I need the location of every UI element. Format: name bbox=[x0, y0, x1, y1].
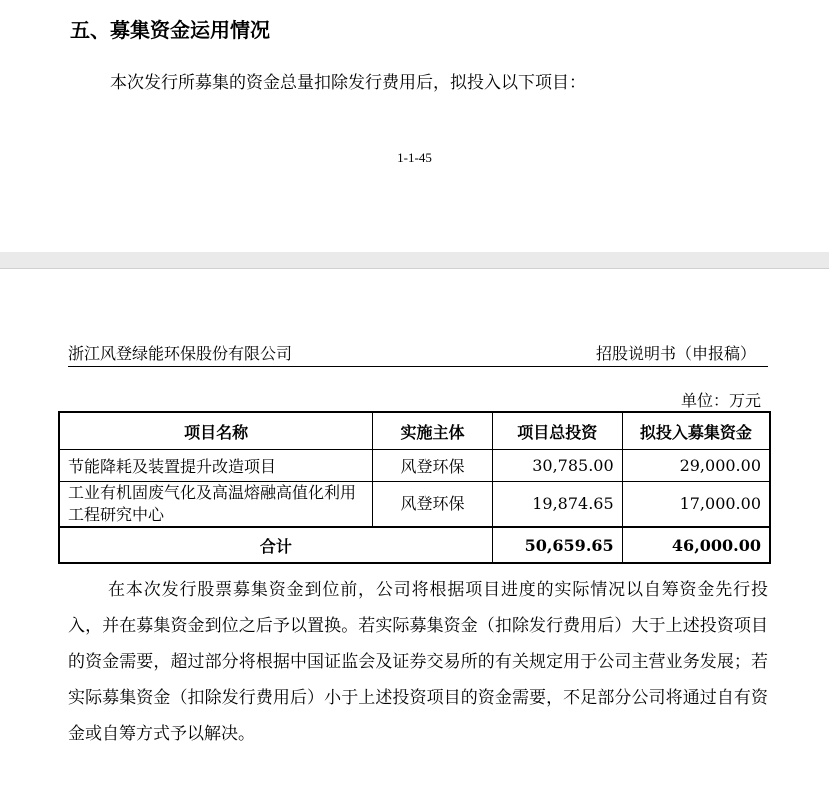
project-name-cell: 工业有机固废气化及高温熔融高值化利用工程研究中心 bbox=[59, 482, 373, 528]
raised-funds-cell: 17,000.00 bbox=[622, 482, 770, 528]
table-header-row bbox=[59, 412, 770, 450]
running-header bbox=[68, 338, 768, 367]
total-investment-cell: 19,874.65 bbox=[492, 482, 622, 528]
unit-label: 单位：万元 bbox=[680, 391, 761, 410]
page-number: 1-1-45 bbox=[397, 150, 432, 165]
column-header-total-investment: 项目总投资 bbox=[492, 412, 622, 450]
table-total-row bbox=[59, 527, 770, 563]
body-paragraph: 在本次发行股票募集资金到位前，公司将根据项目进度的实际情况以自筹资金先行投入，并在募集资金到位之后予以置换。若实际募集资金（扣除发行费用后）大于上述投资项目的资金需要，超过部分将根据中国证监会及证券交易所的有关规定用于公司主营业务发展；若实际募集资金（扣除发行费用后）小于上述投资项目的资金需要，不足部分公司将通过自有资金或自筹方式予以解决。 bbox=[68, 580, 768, 744]
column-header-raised-funds: 拟投入募集资金 bbox=[622, 412, 770, 450]
page-gap bbox=[0, 252, 829, 269]
fund-usage-table bbox=[58, 411, 771, 564]
column-header-project: 项目名称 bbox=[59, 412, 373, 450]
document-type: 招股说明书（申报稿） bbox=[595, 344, 756, 363]
table-row bbox=[59, 482, 770, 528]
previous-page bbox=[0, 0, 829, 253]
total-investment-cell: 30,785.00 bbox=[492, 450, 622, 482]
total-label-cell: 合计 bbox=[59, 527, 492, 563]
raised-funds-cell: 29,000.00 bbox=[622, 450, 770, 482]
entity-cell: 风登环保 bbox=[373, 482, 493, 528]
section-intro: 本次发行所募集的资金总量扣除发行费用后，拟投入以下项目： bbox=[110, 73, 586, 93]
raised-funds-sum-cell: 46,000.00 bbox=[622, 527, 770, 563]
total-investment-sum-cell: 50,659.65 bbox=[492, 527, 622, 563]
column-header-entity: 实施主体 bbox=[373, 412, 493, 450]
section-title: 五、募集资金运用情况 bbox=[70, 18, 270, 42]
project-name-cell: 节能降耗及装置提升改造项目 bbox=[59, 450, 373, 482]
entity-cell: 风登环保 bbox=[373, 450, 493, 482]
table-row bbox=[59, 450, 770, 482]
company-name: 浙江风登绿能环保股份有限公司 bbox=[68, 344, 293, 363]
